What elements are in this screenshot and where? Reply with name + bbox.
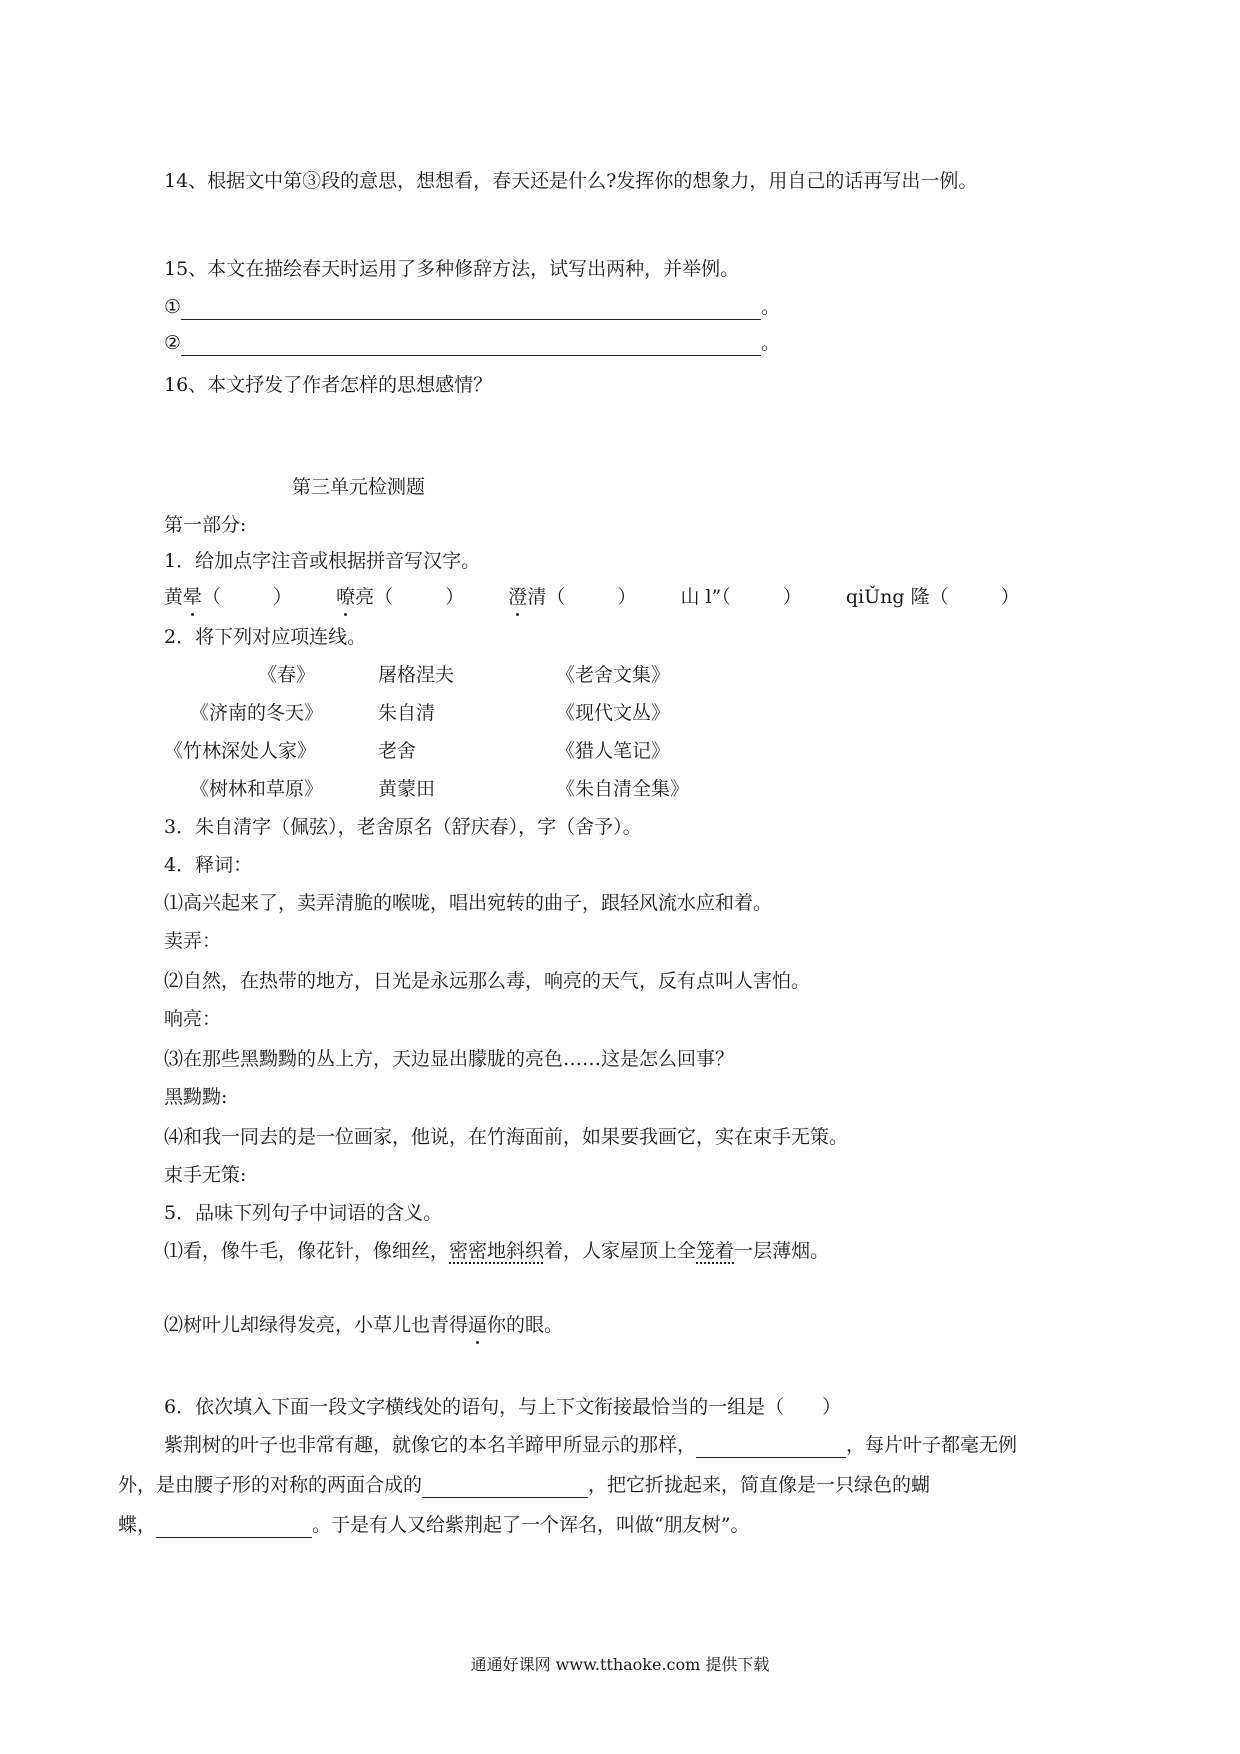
pinyin-item-5: qiǓng 隆（ ） [845, 586, 1020, 608]
q6-blank-1[interactable] [696, 1437, 846, 1458]
q6-blank-3[interactable] [156, 1517, 312, 1538]
q4-sentence-3: ⑶在那些黑黝黝的丛上方，天边显出朦胧的亮色……这是怎么回事？ [164, 1048, 735, 1070]
q4-word-2: 响亮： [164, 1008, 222, 1030]
match-author-2[interactable]: 朱自清 [378, 702, 436, 724]
q4-sentence-2: ⑵自然，在热带的地方，日光是永远那么毒，响亮的天气，反有点叫人害怕。 [164, 970, 811, 992]
question-6: 6．依次填入下面一段文字横线处的语句，与上下文衔接最恰当的一组是（ ） [164, 1396, 842, 1418]
blank-label-2: ② [164, 332, 182, 354]
match-author-3[interactable]: 老舍 [378, 740, 417, 762]
pinyin-item-4: 山 l”（ ） [680, 586, 802, 608]
match-book-1[interactable]: 《老舍文集》 [556, 664, 671, 686]
pinyin-item-3: 澄清（ ） [508, 586, 637, 608]
answer-blank-1[interactable]: ① 。 [164, 296, 781, 318]
q5-sentence-2: ⑵树叶儿却绿得发亮，小草儿也青得逼你的眼。 [164, 1314, 564, 1336]
question-4: 4．释词： [164, 854, 253, 876]
match-work-2[interactable]: 《济南的冬天》 [190, 702, 324, 724]
q4-sentence-4: ⑷和我一同去的是一位画家，他说，在竹海面前，如果要我画它，实在束手无策。 [164, 1126, 849, 1148]
q6-passage-line-2: 外，是由腰子形的对称的两面合成的 ，把它折拢起来，简直像是一只绿色的蝴 [118, 1474, 931, 1496]
match-book-3[interactable]: 《猎人笔记》 [556, 740, 671, 762]
question-2: 2．将下列对应项连线。 [164, 626, 367, 648]
blank-line-1[interactable] [181, 299, 761, 320]
q6-passage-line-1: 紫荆树的叶子也非常有趣，就像它的本名羊蹄甲所显示的那样， ，每片叶子都毫无例 [164, 1434, 1018, 1456]
q5-sentence-1: ⑴看，像牛毛，像花针，像细丝，密密地斜织着，人家屋顶上全笼着一层薄烟。 [164, 1240, 830, 1262]
q4-word-1: 卖弄： [164, 930, 222, 952]
blank-label-1: ① [164, 296, 182, 318]
match-work-4[interactable]: 《树林和草原》 [190, 778, 324, 800]
q4-sentence-1: ⑴高兴起来了，卖弄清脆的喉咙，唱出宛转的曲子，跟轻风流水应和着。 [164, 892, 773, 914]
q6-passage-line-3: 蝶， 。于是有人又给紫荆起了一个诨名，叫做“朋友树”。 [118, 1514, 750, 1536]
question-14: 14、根据文中第③段的意思，想想看，春天还是什么?发挥你的想象力，用自己的话再写出一例。 [164, 170, 978, 192]
q6-blank-2[interactable] [422, 1477, 588, 1498]
match-author-1[interactable]: 屠格涅夫 [378, 664, 455, 686]
pinyin-item-1: 黄晕（ ） [164, 586, 293, 608]
question-15: 15、本文在描绘春天时运用了多种修辞方法，试写出两种，并举例。 [164, 258, 740, 280]
match-book-4[interactable]: 《朱自清全集》 [556, 778, 690, 800]
match-author-4[interactable]: 黄蒙田 [378, 778, 436, 800]
q4-word-4: 束手无策: [164, 1164, 247, 1186]
pinyin-row [164, 584, 1020, 610]
question-3: 3．朱自清字（佩弦），老舍原名（舒庆春），字（舍予）。 [164, 816, 642, 838]
q4-word-3: 黑黝黝: [164, 1086, 228, 1108]
blank-line-2[interactable] [181, 335, 761, 356]
footer-credit: 通通好课网 www.tthaoke.com 提供下载 [470, 1655, 770, 1674]
match-book-2[interactable]: 《现代文丛》 [556, 702, 671, 724]
answer-blank-2[interactable]: ② 。 [164, 332, 781, 354]
part-heading: 第一部分: [164, 514, 247, 536]
unit-title: 第三单元检测题 [292, 476, 426, 498]
question-5: 5．品味下列句子中词语的含义。 [164, 1202, 443, 1224]
question-1: 1．给加点字注音或根据拼音写汉字。 [164, 550, 481, 572]
pinyin-item-2: 嘹亮（ ） [336, 586, 465, 608]
match-work-3[interactable]: 《竹林深处人家》 [164, 740, 317, 762]
question-16: 16、本文抒发了作者怎样的思想感情？ [164, 374, 493, 396]
match-work-1[interactable]: 《春》 [258, 664, 316, 686]
